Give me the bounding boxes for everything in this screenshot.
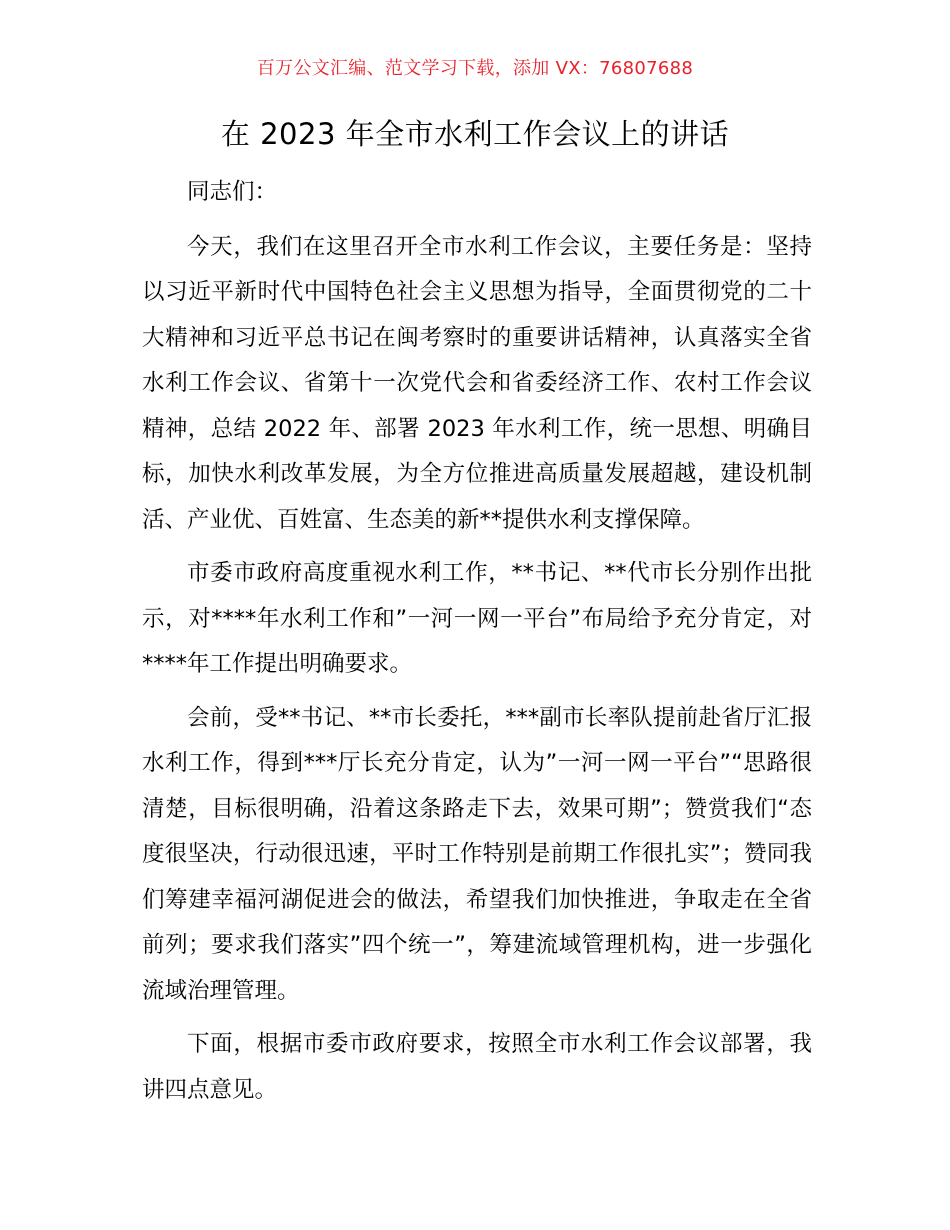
watermark-header: 百万公文汇编、范文学习下载，添加 VX：76807688 [256, 58, 694, 79]
document-title: 在 2023 年全市水利工作会议上的讲话 [220, 117, 730, 151]
paragraph-leadership: 市委市政府高度重视水利工作，**书记、**代市长分别作出批示，对****年水利工作和”一河一网一平台”布局给予充分肯定，对****年工作提出明确要求。 [142, 560, 812, 677]
greeting: 同志们： [187, 179, 278, 205]
paragraph-outline: 下面，根据市委市政府要求，按照全市水利工作会议部署，我讲四点意见。 [142, 1031, 812, 1103]
paragraph-opening: 今天，我们在这里召开全市水利工作会议，主要任务是：坚持以习近平新时代中国特色社会主义思想为指导，全面贯彻党的二十大精神和习近平总书记在闽考察时的重要讲话精神，认真落实全省水利工作会议、省第十一次党代会和省委经济工作、农村工作会议精神，总结 2022 年、部署 2023 年水利工作，统一思想、明确目标，加快水利改革发展，为全方位推进高质量发展超越，建设机制活、产业优、百姓富、生态美的新**提供水利支撑保障。 [142, 233, 812, 533]
document-body [142, 170, 812, 1121]
paragraph-provincial-report: 会前，受**书记、**市长委托，***副市长率队提前赴省厅汇报水利工作，得到***厅长充分肯定，认为”一河一网一平台”“思路很清楚，目标很明确，沿着这条路走下去，效果可期”；赞赏我们“态度很坚决，行动很迅速，平时工作特别是前期工作很扎实”；赞同我们筹建幸福河湖促进会的做法，希望我们加快推进，争取走在全省前列；要求我们落实”四个统一”，筹建流域管理机构，进一步强化流域治理管理。 [142, 704, 812, 1004]
